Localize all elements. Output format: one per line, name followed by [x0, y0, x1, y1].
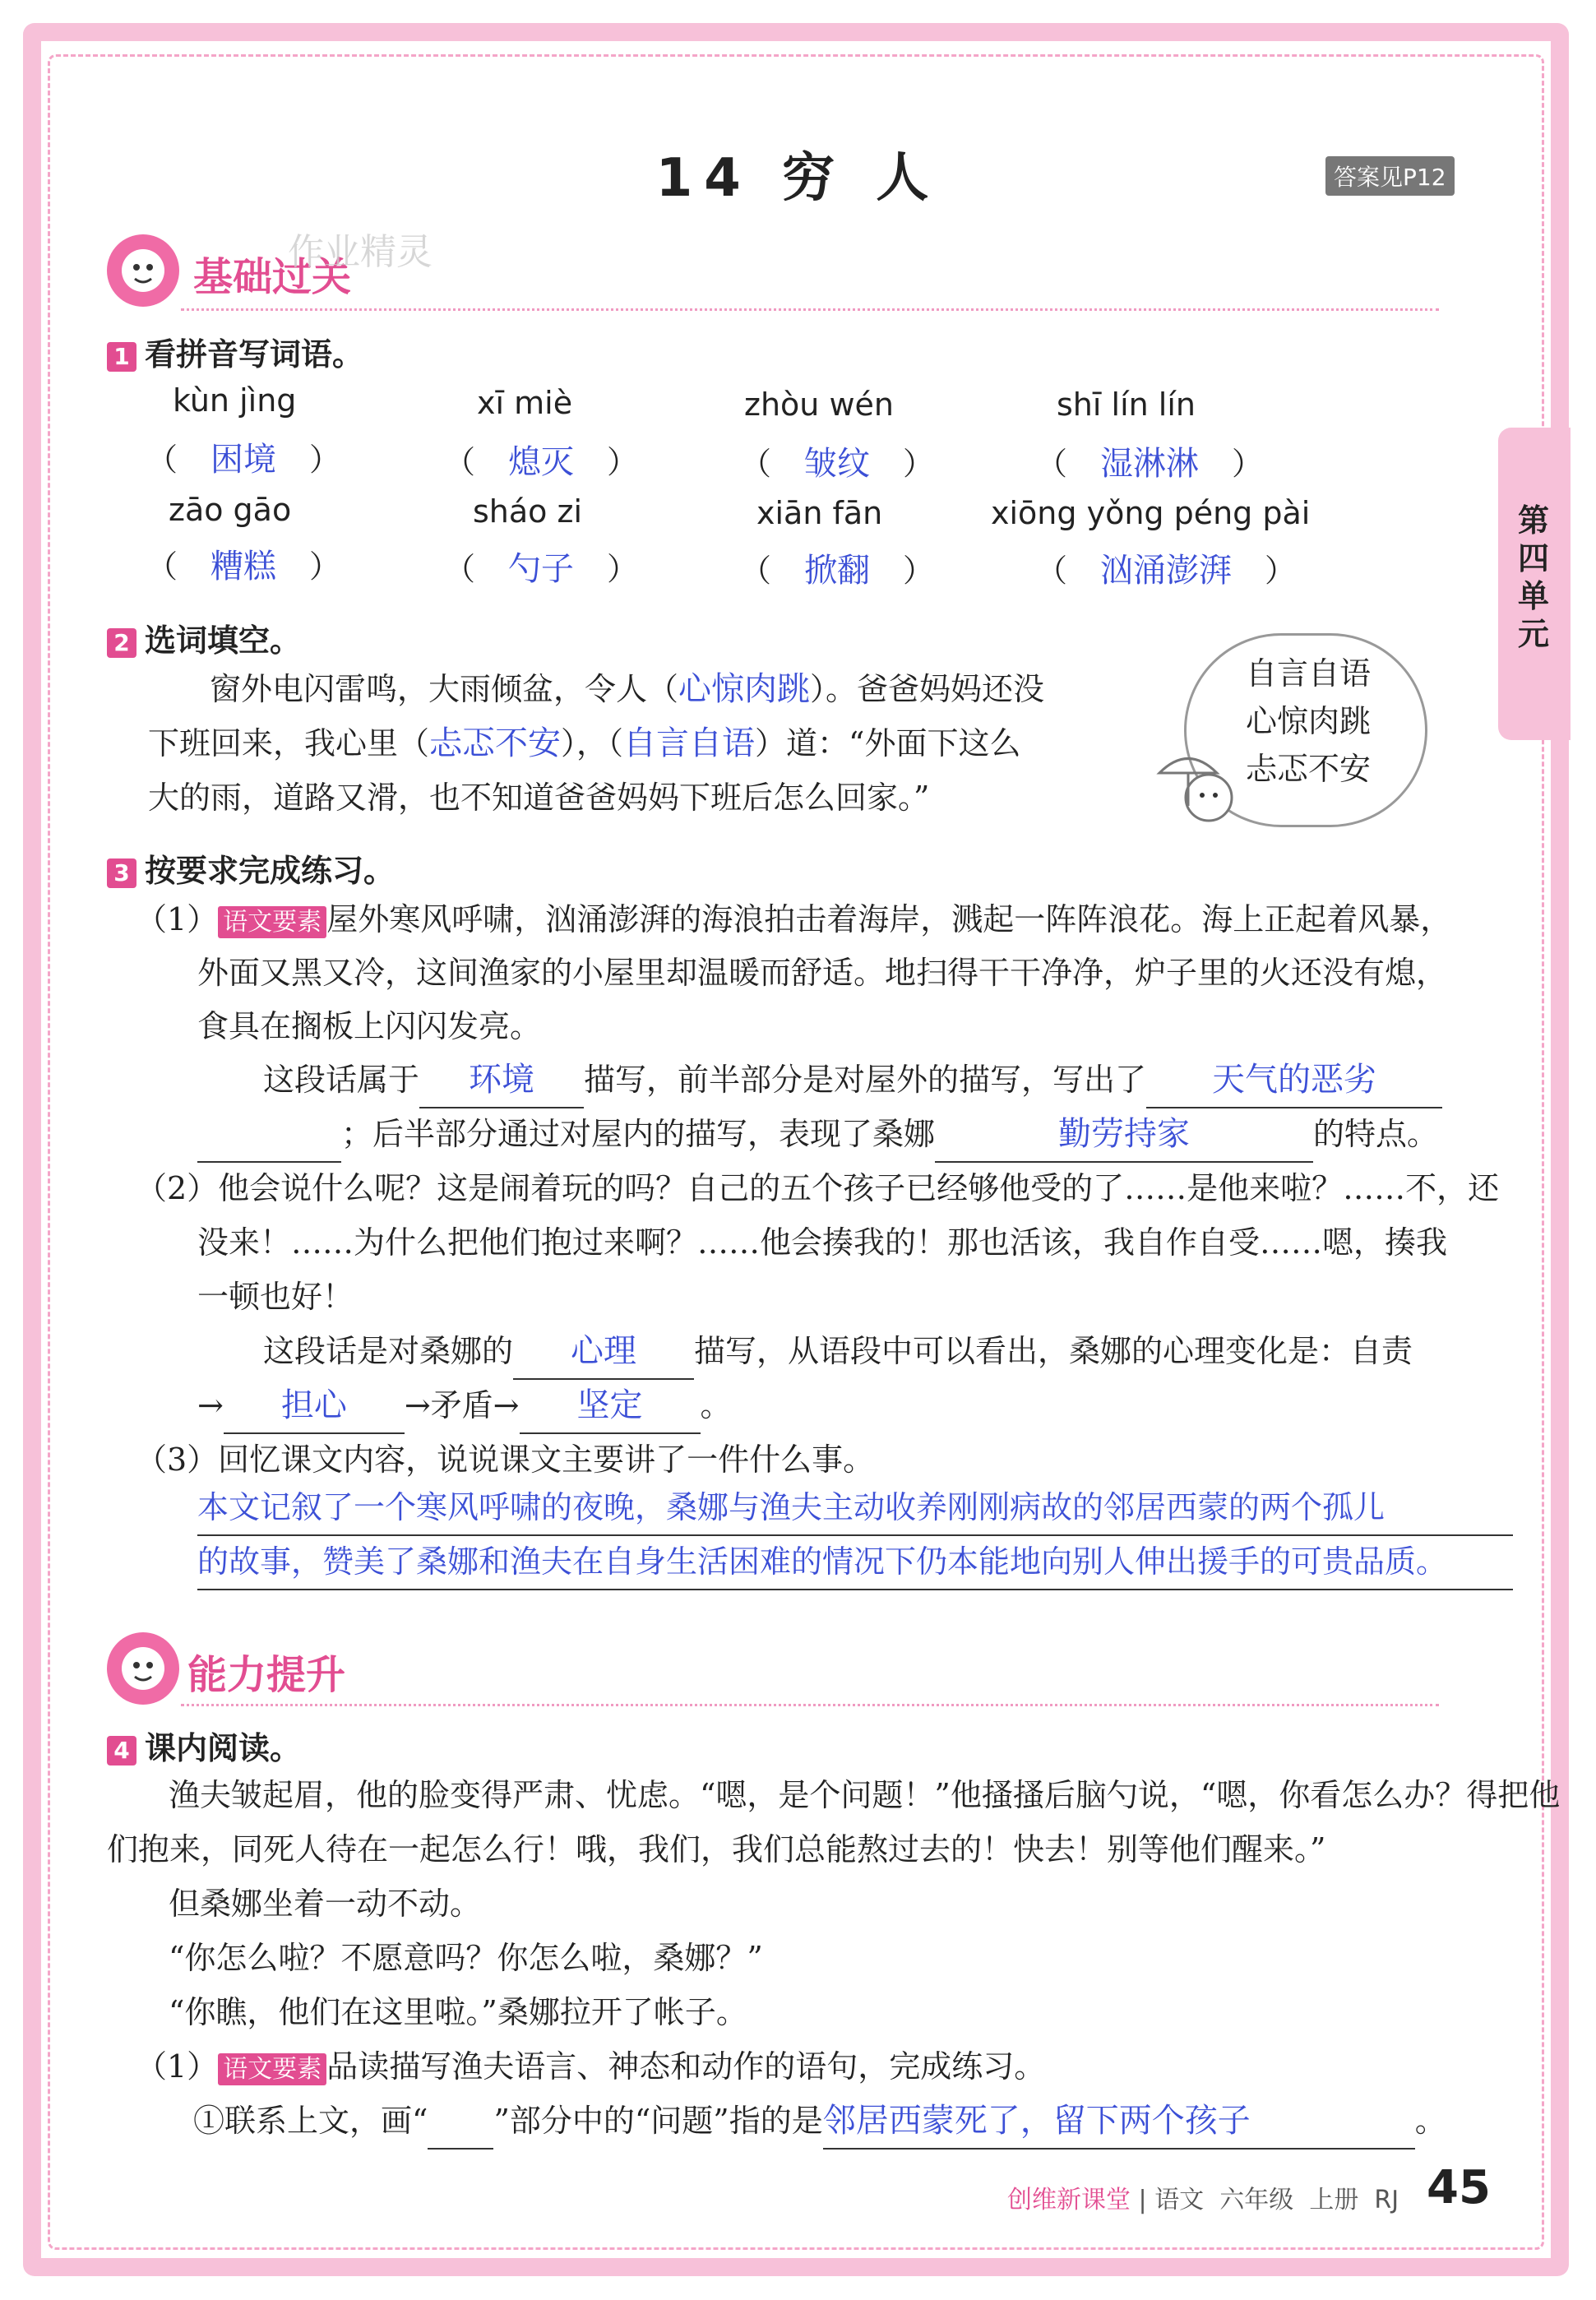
answer-blank: 邻居西蒙死了，留下两个孩子	[823, 2094, 1415, 2150]
filled-answer: 糟糕	[210, 548, 277, 585]
filled-answer: 皱纹	[804, 445, 871, 483]
q4-passage-line-2: 们抱来，同死人待在一起怎么行！哦，我们，我们总能熬过去的！快去！别等他们醒来。”	[107, 1831, 1326, 1867]
footer-publication: 创维新课堂 | 语文 六年级 上册 RJ	[1007, 2186, 1399, 2214]
q4-passage-line-5: “你瞧，他们在这里啦。”桑娜拉开了帐子。	[169, 1994, 747, 2030]
q3-1-question-line-1: 这段话属于 环境 描写，前半部分是对屋外的描写，写出了 天气的恶劣	[263, 1053, 1442, 1108]
q2-line-3: 大的雨，道路又滑，也不知道爸爸妈妈下班后怎么回家。”	[148, 780, 930, 816]
pinyin-label: xiōng yǒng péng pài	[991, 495, 1311, 531]
q4-passage-line-1: 渔夫皱起眉，他的脸变得严肃、忧虑。“嗯，是个问题！”他搔搔后脑勺说，“嗯，你看怎么办？得把他	[169, 1777, 1561, 1813]
answer-bracket: （ 困境 ）	[146, 433, 340, 480]
q3-2-question-line-1: 这段话是对桑娜的 心理 描写，从语段中可以看出，桑娜的心理变化是：自责	[263, 1324, 1413, 1380]
answer-bracket: （ 湿淋淋 ）	[1036, 437, 1263, 484]
q3-3-question: （3）回忆课文内容，说说课文主要讲了一件什么事。	[136, 1442, 875, 1478]
language-element-tag: 语文要素	[218, 2053, 326, 2085]
question-number: 3	[107, 858, 136, 888]
q4-1-prompt: （1） 语文要素 品读描写渔夫语言、神态和动作的语句，完成练习。	[136, 2048, 1046, 2085]
q3-2-passage-line-1: （2）他会说什么呢？这是闹着玩的吗？自己的五个孩子已经够他受的了……是他来啦？……不，还	[136, 1170, 1500, 1206]
filled-answer: 掀翻	[804, 552, 871, 590]
answer-bracket: （ 熄灭 ）	[444, 436, 638, 483]
q3-3-answer-line-2: 的故事，赞美了桑娜和渔夫在自身生活困难的情况下仍本能地向别人伸出援手的可贵品质。	[197, 1534, 1513, 1590]
q3-2-passage-line-3: 一顿也好！	[197, 1279, 354, 1315]
answer-reference-badge: 答案见P12	[1325, 156, 1455, 196]
filled-answer: 自言自语	[623, 724, 756, 762]
filled-answer: 心惊肉跳	[678, 670, 811, 708]
answer-blank: 勤劳持家	[935, 1107, 1313, 1163]
word-bank-words: 自言自语 心惊肉跳 忐忑不安	[1246, 655, 1372, 787]
pinyin-label: sháo zi	[473, 493, 582, 530]
pinyin-label: zhòu wén	[744, 386, 894, 423]
watermark-text: 作业精灵	[288, 231, 433, 273]
q3-2-question-line-2: → 担心 →矛盾→ 坚定 。	[197, 1378, 732, 1434]
filled-answer: 忐忑不安	[429, 724, 562, 762]
language-element-tag: 语文要素	[218, 906, 326, 938]
answer-bracket: （ 汹涌澎湃 ）	[1036, 544, 1296, 591]
q4-1-question: ①联系上文，画“ ”部分中的“问题”指的是邻居西蒙死了，留下两个孩子 。	[193, 2094, 1446, 2150]
filled-answer: 勺子	[508, 550, 575, 588]
answer-blank: 坚定	[520, 1378, 701, 1434]
q4-passage-line-4: “你怎么啦？不愿意吗？你怎么啦，桑娜？”	[169, 1940, 763, 1976]
page-title: 14 穷 人	[655, 148, 941, 209]
pinyin-label: xī miè	[477, 385, 573, 421]
answer-blank: 心理	[513, 1324, 694, 1380]
answer-blank: 担心	[224, 1378, 405, 1434]
filled-answer: 困境	[210, 441, 277, 479]
question-3-title: 3 按要求完成练习。	[107, 845, 395, 891]
pinyin-label: zāo gāo	[169, 492, 292, 528]
section-divider	[181, 308, 1439, 311]
q4-passage-line-3: 但桑娜坐着一动不动。	[169, 1886, 482, 1922]
umbrella-mascot-icon	[1155, 744, 1246, 830]
page-number: 45	[1427, 2161, 1491, 2214]
filled-answer: 熄灭	[508, 443, 575, 481]
section-title-advanced: 能力提升	[187, 1652, 346, 1698]
q3-2-passage-line-2: 没来！……为什么把他们抱过来啊？……他会揍我的！那也活该，我自作自受……嗯，揍我	[197, 1224, 1448, 1261]
question-2-title: 2 选词填空。	[107, 615, 301, 660]
question-1-title: 1 看拼音写词语。	[107, 329, 363, 374]
filled-answer: 湿淋淋	[1100, 445, 1200, 483]
answer-bracket: （ 皱纹 ）	[740, 437, 934, 484]
section-mascot-icon	[107, 234, 179, 307]
q2-line-1: 窗外电闪雷鸣，大雨倾盆，令人（心惊肉跳）。爸爸妈妈还没	[210, 670, 1045, 708]
pinyin-label: shī lín lín	[1057, 386, 1196, 423]
q3-passage-line-1: （1） 语文要素 屋外寒风呼啸，汹涌澎湃的海浪拍击着海岸，溅起一阵阵浪花。海上正起着风暴，	[136, 901, 1452, 937]
question-4-title: 4 课内阅读。	[107, 1723, 301, 1768]
answer-blank: 天气的恶劣	[1146, 1053, 1442, 1108]
unit-side-tab-label: 第四单元	[1517, 502, 1549, 652]
blank-underline	[428, 2094, 493, 2150]
answer-blank-continuation	[197, 1107, 341, 1163]
q3-passage-line-2: 外面又黑又冷，这间渔家的小屋里却温暖而舒适。地扫得干干净净，炉子里的火还没有熄，	[197, 955, 1448, 991]
q2-line-2: 下班回来，我心里（忐忑不安），（自言自语）道：“外面下这么	[148, 724, 1021, 762]
answer-bracket: （ 掀翻 ）	[740, 544, 934, 591]
q3-passage-line-3: 食具在搁板上闪闪发亮。	[197, 1008, 542, 1044]
pinyin-label: xiān fān	[756, 495, 883, 531]
section-title-basic: 基础过关	[193, 254, 352, 300]
question-number: 4	[107, 1736, 136, 1765]
section-divider	[181, 1704, 1439, 1706]
answer-bracket: （ 勺子 ）	[444, 543, 638, 590]
q3-3-answer-line-1: 本文记叙了一个寒风呼啸的夜晚，桑娜与渔夫主动收养刚刚病故的邻居西蒙的两个孤儿	[197, 1480, 1513, 1536]
section-mascot-icon	[107, 1632, 179, 1705]
answer-bracket: （ 糟糕 ）	[146, 540, 340, 587]
pinyin-label: kùn jìng	[173, 382, 297, 419]
question-number: 1	[107, 342, 136, 372]
question-number: 2	[107, 628, 136, 658]
answer-blank: 环境	[419, 1053, 584, 1108]
filled-answer: 汹涌澎湃	[1100, 552, 1233, 590]
q3-1-question-line-2: ；后半部分通过对屋内的描写，表现了桑娜 勤劳持家 的特点。	[197, 1107, 1438, 1163]
